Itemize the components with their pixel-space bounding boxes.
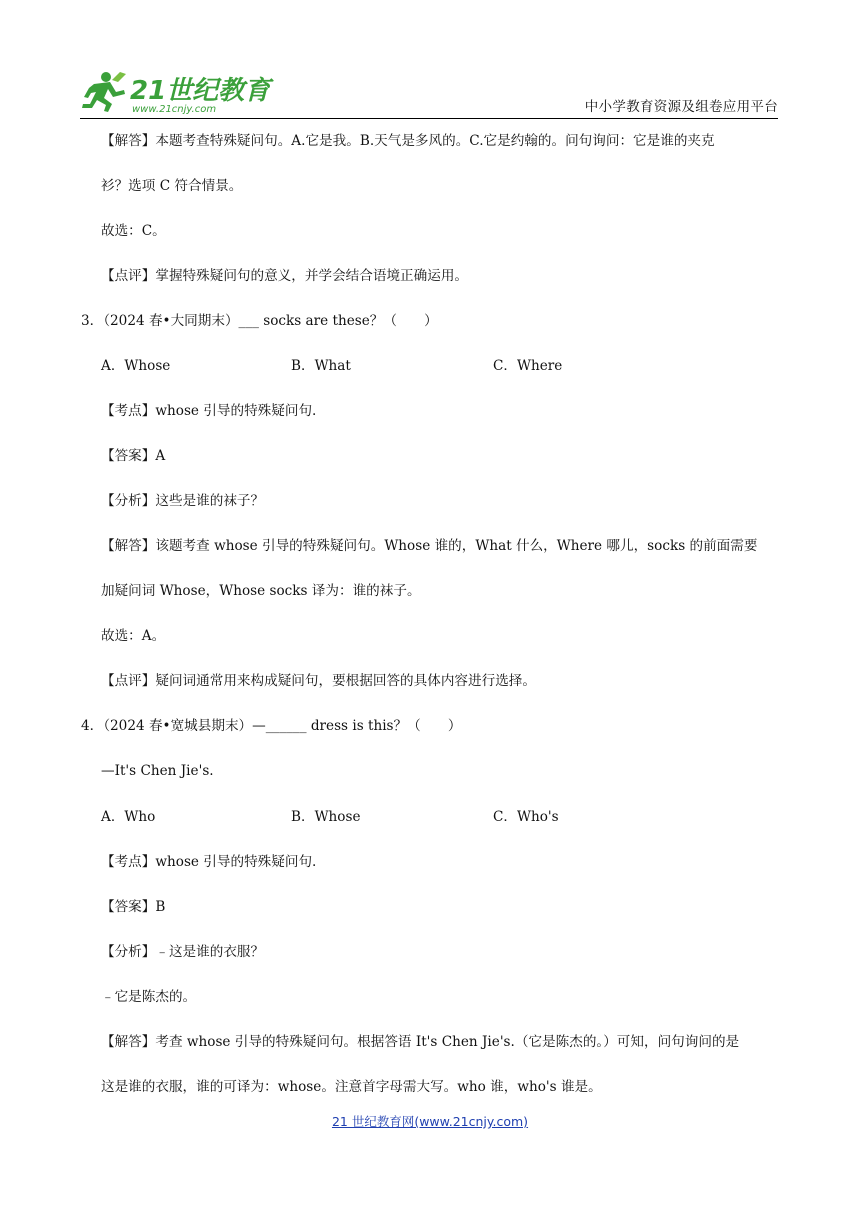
text-line: 故选：A。 — [101, 628, 166, 644]
text-line: 【点评】掌握特殊疑问句的意义，并学会结合语境正确运用。 — [101, 268, 469, 284]
text-line: 加疑问词 Whose，Whose socks 译为：谁的袜子。 — [101, 583, 421, 599]
text-line: 【解答】考查 whose 引导的特殊疑问句。根据答语 It's Chen Jie's.（它是陈杰的。）可知，问句询问的是 — [101, 1034, 740, 1050]
logo — [80, 68, 271, 116]
question-3: 3．（2024 春•大同期末）___ socks are these？（ ） — [81, 313, 438, 329]
text-line: 【解答】该题考查 whose 引导的特殊疑问句。Whose 谁的，What 什么，Where 哪儿，socks 的前面需要 — [101, 538, 758, 554]
question-4-reply: —It's Chen Jie's. — [101, 763, 214, 779]
logo-sub-text: www.21cnjy.com — [132, 104, 217, 115]
page-header — [80, 62, 778, 119]
q3-option-c: C．Where — [493, 358, 563, 374]
text-line: ﹣它是陈杰的。 — [101, 989, 197, 1005]
question-4: 4．（2024 春•宽城县期末）—______ dress is this？（ ） — [81, 718, 462, 734]
text-line: 【点评】疑问词通常用来构成疑问句，要根据回答的具体内容进行选择。 — [101, 673, 536, 689]
q4-option-c: C．Who's — [493, 809, 559, 825]
text-line: 【解答】本题考查特殊疑问句。A.它是我。B.天气是多风的。C.它是约翰的。问句询问：它是谁的夹克 — [101, 133, 715, 149]
platform-title: 中小学教育资源及组卷应用平台 — [584, 99, 778, 115]
text-line: 【考点】whose 引导的特殊疑问句. — [101, 854, 317, 870]
q3-option-b: B．What — [291, 358, 351, 374]
logo-main-text: 21世纪教育 — [130, 76, 271, 106]
q4-option-a: A．Who — [101, 809, 156, 825]
footer-link[interactable]: 21 世纪教育网(www.21cnjy.com) — [331, 1114, 529, 1129]
q4-option-b: B．Whose — [291, 809, 361, 825]
text-line: 【分析】﹣这是谁的衣服？ — [101, 944, 265, 960]
text-line: 【分析】这些是谁的袜子？ — [101, 493, 265, 509]
text-line: 【答案】B — [101, 899, 166, 915]
text-line: 故选：C。 — [101, 223, 166, 239]
text-line: 【答案】A — [101, 448, 166, 464]
logo-runner-icon — [80, 68, 271, 116]
text-line: 这是谁的衣服，谁的可译为：whose。注意首字母需大写。who 谁，who's 谁是。 — [101, 1079, 602, 1095]
text-line: 衫？选项 C 符合情景。 — [101, 178, 243, 194]
q3-option-a: A．Whose — [101, 358, 171, 374]
text-line: 【考点】whose 引导的特殊疑问句. — [101, 403, 317, 419]
